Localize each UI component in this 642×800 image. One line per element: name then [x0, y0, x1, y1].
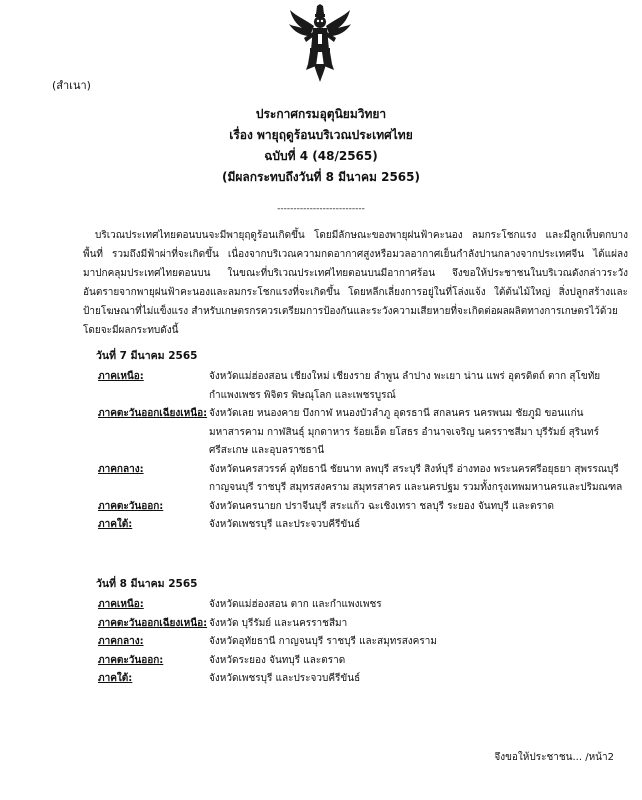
- region-central: [96, 633, 631, 652]
- effective-date: (มีผลกระทบถึงวันที่ 8 มีนาคม 2565): [222, 170, 420, 184]
- region-name: ภาคตะวันออกเฉียงเหนือ:: [98, 617, 208, 629]
- region-east: [96, 652, 631, 671]
- region-provinces: จังหวัดระยอง จันทบุรี และตราด: [209, 654, 346, 666]
- region-name: ภาคเหนือ:: [98, 599, 144, 610]
- day-section-2: [96, 575, 631, 689]
- day-title: วันที่ 7 มีนาคม 2565: [96, 350, 198, 362]
- day-title: วันที่ 8 มีนาคม 2565: [96, 578, 198, 590]
- region-central: [96, 461, 631, 498]
- continuation-note: จึงขอให้ประชาชน... /หน้า2: [494, 752, 614, 763]
- region-provinces: จังหวัดเลย หนองคาย บึงกาฬ หนองบัวลำภู อุดรธานี สกลนคร นครพนม ชัยภูมิ ขอนแก่น มหาสารคาม กาฬสินธุ์ มุกดาหาร ร้อยเอ็ด ยโสธร อำนาจเจริญ นครราชสีมา บุรีรัมย์ สุรินทร์ ศรีสะเกษ และอุบลราชธานี: [209, 408, 599, 456]
- region-northeast: [96, 615, 631, 634]
- org-title: ประกาศกรมอุตุนิยมวิทยา: [255, 107, 387, 121]
- region-name: ภาคกลาง:: [98, 463, 144, 475]
- region-provinces: จังหวัดอุทัยธานี กาญจนบุรี ราชบุรี และสมุทรสงคราม: [209, 636, 437, 647]
- region-name: ภาคตะวันออก:: [98, 654, 164, 666]
- issue-number: ฉบับที่ 4 (48/2565): [264, 149, 378, 163]
- region-north: [96, 368, 631, 405]
- impact-note: โดยจะมีผลกระทบดังนี้: [83, 325, 179, 336]
- region-north: [96, 596, 631, 615]
- region-name: ภาคตะวันออก:: [98, 500, 164, 512]
- day-section-1: [96, 347, 631, 535]
- divider: ---------------------------: [277, 204, 365, 214]
- region-name: ภาคเหนือ:: [98, 371, 144, 382]
- region-provinces: จังหวัดนครสวรรค์ อุทัยธานี ชัยนาท ลพบุรี สระบุรี สิงห์บุรี อ่างทอง พระนครศรีอยุธยา สุพรรณบุรี กาญจนบุรี ราชบุรี สมุทรสงคราม สมุทรสาคร และนครปฐม รวมทั้งกรุงเทพมหานครและปริมณฑล: [209, 463, 623, 493]
- region-provinces: จังหวัดเพชรบุรี และประจวบคีรีขันธ์: [209, 673, 361, 684]
- region-name: ภาคใต้:: [98, 519, 133, 530]
- region-provinces: จังหวัดเพชรบุรี และประจวบคีรีขันธ์: [209, 519, 361, 530]
- region-name: ภาคตะวันออกเฉียงเหนือ:: [98, 408, 208, 419]
- body-paragraph: บริเวณประเทศไทยตอนบนจะมีพายุฤดูร้อนเกิดขึ้น โดยมีลักษณะของพายุฝนฟ้าคะนอง ลมกระโชกแรง และมีลูกเห็บตกบางพื้นที่ รวมถึงมีฟ้าผ่าที่จะเกิดขึ้น เนื่องจากบริเวณความกดอากาศสูงหรือมวลอากาศเย็นกำลังปานกลางจากประเทศจีน ได้แผ่ลงมาปกคลุมประเทศไทยตอนบน ในขณะที่บริเวณประเทศไทยตอนบนมีอากาศร้อน จึงขอให้ประชาชนในบริเวณดังกล่าวระวังอันตรายจากพายุฝนฟ้าคะนองและลมกระโชกแรงที่จะเกิดขึ้น โดยหลีกเลี่ยงการอยู่ในที่โล่งแจ้ง ใต้ต้นไม้ใหญ่ สิ่งปลูกสร้างและป้ายโฆษณาที่ไม่แข็งแรง สำหรับเกษตรกรควรเตรียมการป้องกันและระวังความเสียหายที่จะเกิดต่อผลผลิตทางการเกษตรไว้ด้วย: [83, 230, 628, 317]
- region-provinces: จังหวัดแม่ฮ่องสอน ตาก และกำแพงเพชร: [209, 599, 382, 610]
- body-text: [83, 226, 628, 340]
- subject: เรื่อง พายุฤดูร้อนบริเวณประเทศไทย: [229, 128, 413, 142]
- region-name: ภาคใต้:: [98, 673, 133, 684]
- region-south: [96, 670, 631, 689]
- region-northeast: [96, 405, 631, 461]
- region-provinces: จังหวัด บุรีรัมย์ และนครราชสีมา: [209, 617, 348, 629]
- garuda-emblem-icon: [288, 4, 352, 82]
- announcement-header: [0, 104, 642, 188]
- region-south: [96, 516, 631, 535]
- region-provinces: จังหวัดนครนายก ปราจีนบุรี สระแก้ว ฉะเชิงเทรา ชลบุรี ระยอง จันทบุรี และตราด: [209, 500, 554, 512]
- region-east: [96, 498, 631, 517]
- region-provinces: จังหวัดแม่ฮ่องสอน เชียงใหม่ เชียงราย ลำพูน ลำปาง พะเยา น่าน แพร่ อุตรดิตถ์ ตาก สุโขทัย กำแพงเพชร พิจิตร พิษณุโลก และเพชรบูรณ์: [209, 371, 601, 401]
- copy-label: (สำเนา): [52, 79, 91, 92]
- region-name: ภาคกลาง:: [98, 636, 144, 647]
